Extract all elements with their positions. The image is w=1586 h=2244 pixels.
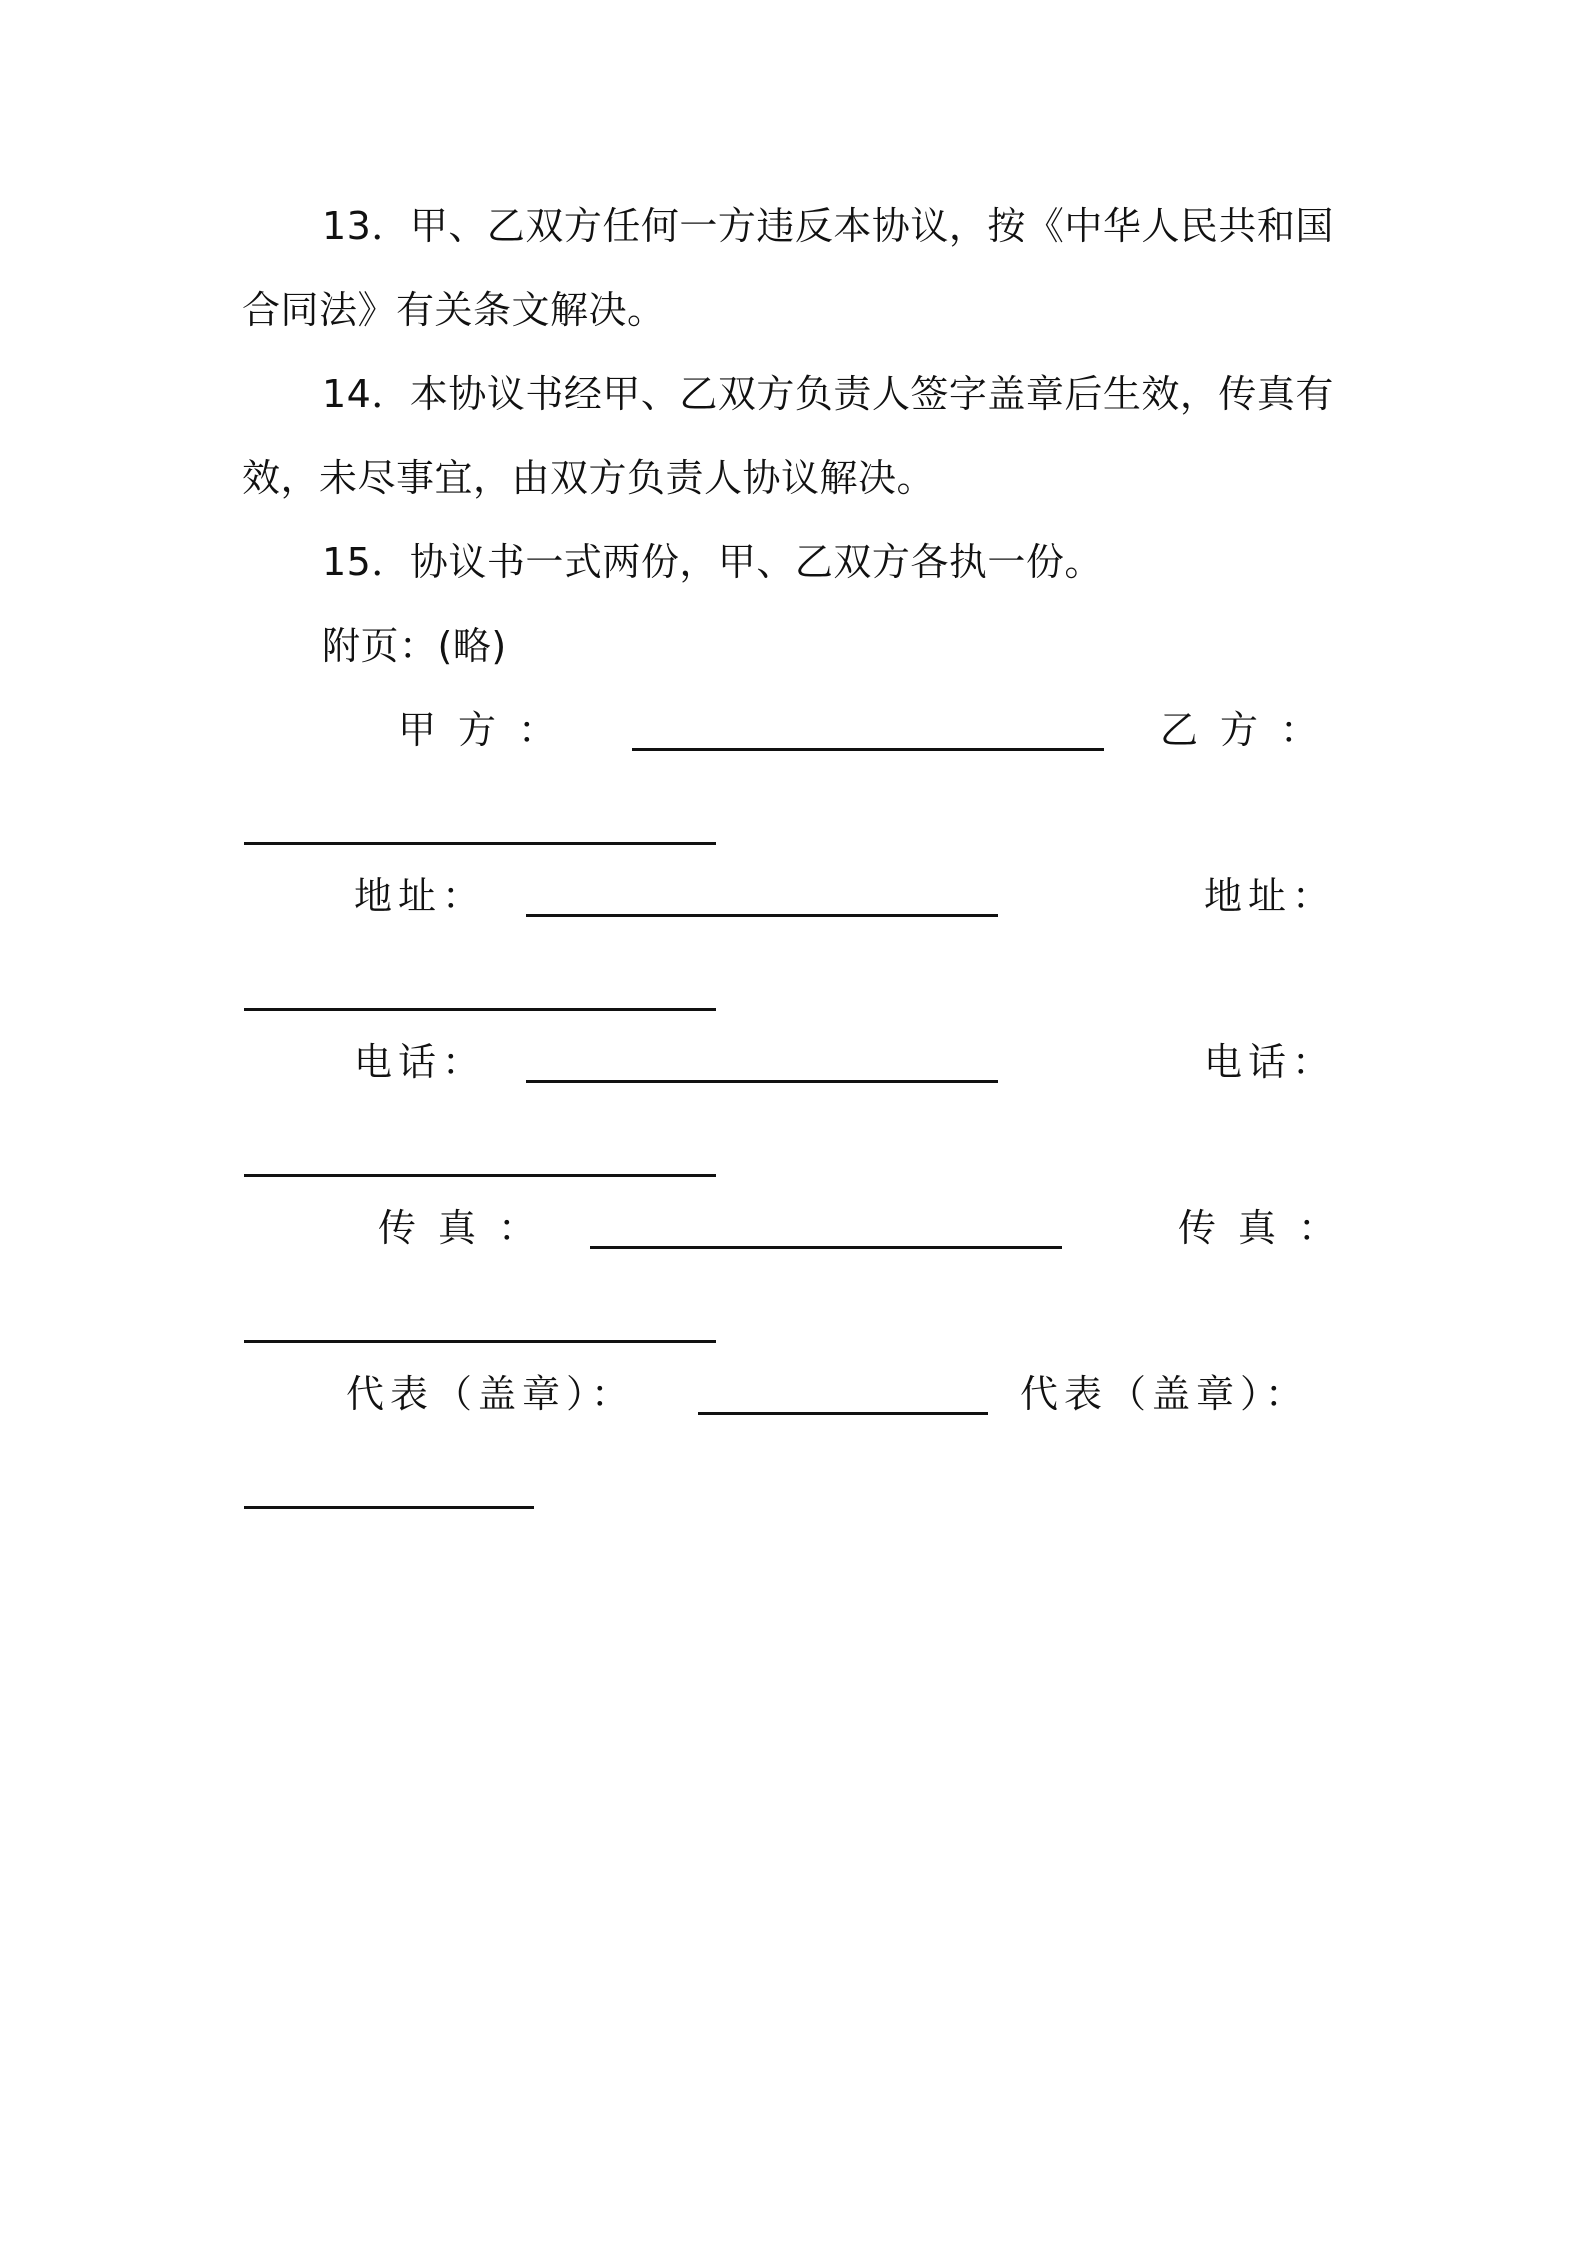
fax-a-label: 传真：	[378, 1206, 559, 1250]
address-b-label: 地址：	[1204, 874, 1337, 918]
rep-b-blank[interactable]	[244, 1506, 534, 1509]
address-a-label: 地址：	[354, 874, 487, 918]
appendix-note: 附页：(略)	[322, 624, 507, 668]
party-b-blank[interactable]	[244, 842, 716, 845]
phone-a-label: 电话：	[354, 1040, 487, 1084]
rep-b-label: 代表（盖章）：	[1020, 1372, 1310, 1416]
party-a-blank[interactable]	[632, 748, 1104, 751]
fax-b-blank[interactable]	[244, 1340, 716, 1343]
clause-15: 15．协议书一式两份，甲、乙双方各执一份。	[322, 540, 1103, 584]
fax-b-label: 传真：	[1178, 1206, 1359, 1250]
phone-b-label: 电话：	[1204, 1040, 1337, 1084]
clause-14-line-2: 效，未尽事宜，由双方负责人协议解决。	[242, 456, 936, 500]
clause-13-line-1: 13．甲、乙双方任何一方违反本协议，按《中华人民共和国	[322, 204, 1334, 248]
phone-a-blank[interactable]	[526, 1080, 998, 1083]
party-b-label: 乙方：	[1160, 708, 1341, 752]
party-a-label: 甲方：	[398, 708, 579, 752]
rep-a-label: 代表（盖章）：	[346, 1372, 636, 1416]
phone-b-blank[interactable]	[244, 1174, 716, 1177]
clause-13-line-2: 合同法》有关条文解决。	[242, 288, 666, 332]
fax-a-blank[interactable]	[590, 1246, 1062, 1249]
address-b-blank[interactable]	[244, 1008, 716, 1011]
rep-a-blank[interactable]	[698, 1412, 988, 1415]
clause-14-line-1: 14．本协议书经甲、乙双方负责人签字盖章后生效，传真有	[322, 372, 1334, 416]
address-a-blank[interactable]	[526, 914, 998, 917]
